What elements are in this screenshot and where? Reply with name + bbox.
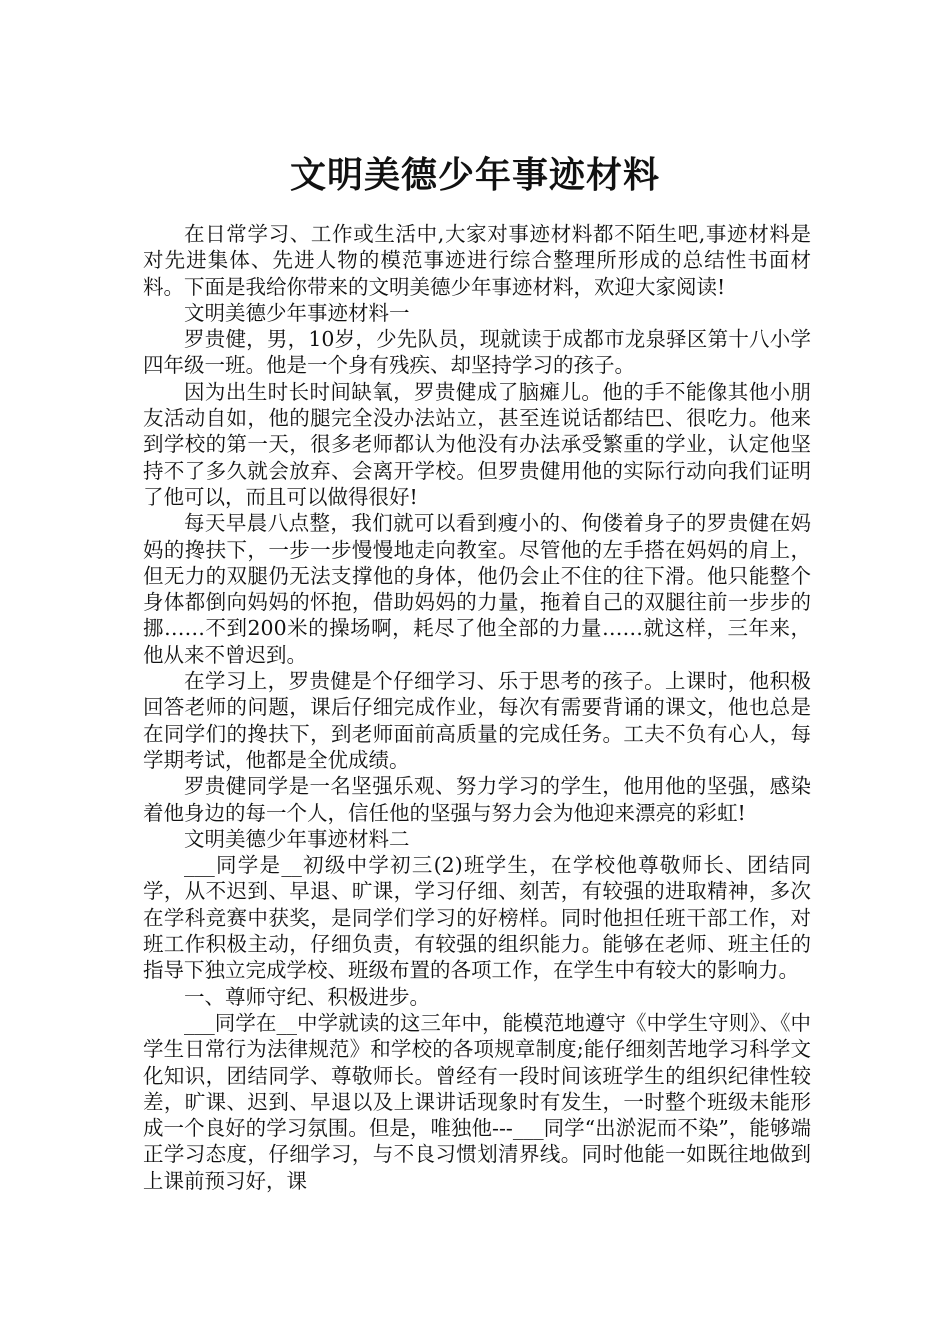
body-paragraph: ___同学是__初级中学初三(2)班学生，在学校他尊敬师长、团结同学，从不迟到、早退、旷课，学习仔细、刻苦，有较强的进取精神，多次在学科竞赛中获奖，是同学们学习的好榜样。同时他担任班干部工作，对班工作积极主动，仔细负责，有较强的组织能力。能够在老师、班主任的指导下独立完成学校、班级布置的各项工作，在学生中有较大的影响力。 (143, 853, 811, 983)
section-heading-1: 文明美德少年事迹材料一 (184, 300, 410, 325)
body-paragraph: 每天早晨八点整，我们就可以看到瘦小的、佝偻着身子的罗贵健在妈妈的搀扶下，一步一步慢慢地走向教室。尽管他的左手搭在妈妈的肩上，但无力的双腿仍无法支撑他的身体，他仍会止不住的往下滑。他只能整个身体都倒向妈妈的怀抱，借助妈妈的力量，拖着自己的双腿往前一步步的挪……不到200米的操场啊，耗尽了他全部的力量……就这样，三年来，他从来不曾迟到。 (143, 511, 811, 667)
intro-paragraph: 在日常学习、工作或生活中,大家对事迹材料都不陌生吧,事迹材料是对先进集体、先进人物的模范事迹进行综合整理所形成的总结性书面材料。下面是我给你带来的文明美德少年事迹材料，欢迎大家阅读! (143, 222, 811, 299)
document-body (143, 221, 811, 1194)
subsection-heading: 一、尊师守纪、积极进步。 (184, 984, 430, 1009)
document-title: 文明美德少年事迹材料 (289, 154, 660, 197)
body-paragraph: 在学习上，罗贵健是个仔细学习、乐于思考的孩子。上课时，他积极回答老师的问题，课后仔细完成作业，每次有需要背诵的课文，他也总是在同学们的搀扶下，到老师面前高质量的完成任务。工夫不负有心人，每学期考试，他都是全优成绩。 (143, 669, 811, 772)
body-paragraph: 罗贵健，男，10岁，少先队员，现就读于成都市龙泉驿区第十八小学四年级一班。他是一个身有残疾、却坚持学习的孩子。 (143, 327, 811, 378)
section-heading-2: 文明美德少年事迹材料二 (184, 826, 410, 851)
body-paragraph: ___同学在__中学就读的这三年中，能模范地遵守《中学生守则》、《中学生日常行为法律规范》和学校的各项规章制度;能仔细刻苦地学习科学文化知识，团结同学、尊敬师长。曾经有一段时间该班学生的组织纪律性较差，旷课、迟到、早退以及上课讲话现象时有发生，一时整个班级未能形成一个良好的学习氛围。但是，唯独他---___同学“出淤泥而不染”，能够端正学习态度，仔细学习，与不良习惯划清界线。同时他能一如既往地做到上课前预习好，课 (143, 1010, 811, 1193)
body-paragraph: 罗贵健同学是一名坚强乐观、努力学习的学生，他用他的坚强，感染着他身边的每一个人，信任他的坚强与努力会为他迎来漂亮的彩虹! (143, 774, 811, 825)
body-paragraph: 因为出生时长时间缺氧，罗贵健成了脑瘫儿。他的手不能像其他小朋友活动自如，他的腿完全没办法站立，甚至连说话都结巴、很吃力。他来到学校的第一天，很多老师都认为他没有办法承受繁重的学业，认定他坚持不了多久就会放弃、会离开学校。但罗贵健用他的实际行动向我们证明了他可以，而且可以做得很好! (143, 379, 811, 509)
